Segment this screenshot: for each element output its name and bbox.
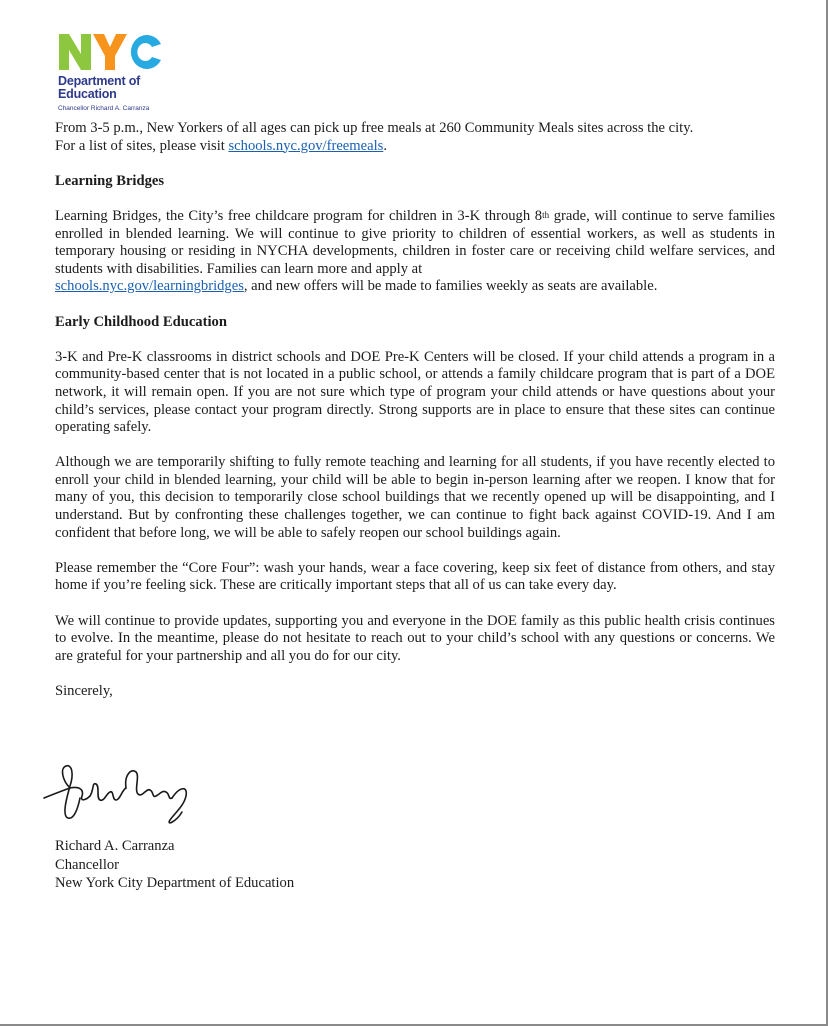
- intro-paragraph: [55, 120, 775, 155]
- learning-bridges-text-cont: grade, will continue to serve families enrolled in blended learning. We will continue to give priority to children of essential workers, as well as students in temporary housing or residing in NYCHA developments, children in foster care or receiving child welfare services, and students with disabilities. Families can learn more and apply at: [55, 207, 775, 277]
- intro-line-2-suffix: .: [383, 137, 387, 154]
- chancellor-line: Chancellor Richard A. Carranza: [58, 105, 150, 112]
- department-name: Department of Education: [58, 74, 141, 101]
- superscript-th: th: [542, 209, 550, 220]
- free-meals-link[interactable]: schools.nyc.gov/freemeals: [228, 137, 384, 154]
- learning-bridges-text-end: , and new offers will be made to families weekly as seats are available.: [243, 278, 658, 295]
- signatory-name: Richard A. Carranza: [55, 838, 175, 854]
- remote-learning-paragraph: Although we are temporarily shifting to fully remote teaching and learning for all students, if you have recently elected to enroll your child in blended learning, your child will be able to begin in-person learning after we reopen. I know that for many of you, this decision to temporarily close school buildings that we recently opened up will be disappointing, and I understand. But by confronting these challenges together, we can continue to fight back against COVID-19. And I am confident that before long, we will be able to safely reopen our school buildings again.: [55, 454, 775, 541]
- early-childhood-heading: Early Childhood Education: [55, 313, 227, 330]
- letter-body: [55, 120, 775, 718]
- signature-image: [40, 760, 200, 830]
- learning-bridges-heading: Learning Bridges: [55, 172, 165, 189]
- learning-bridges-paragraph: [55, 208, 775, 296]
- nyc-doe-logo: [57, 30, 197, 118]
- salutation: Sincerely,: [55, 683, 113, 699]
- intro-line-1: From 3-5 p.m., New Yorkers of all ages can pick up free meals at 260 Community Meals sites across the city.: [55, 120, 694, 136]
- intro-line-2-prefix: For a list of sites, please visit: [55, 137, 229, 154]
- core-four-paragraph: Please remember the “Core Four”: wash your hands, wear a face covering, keep six feet of distance from others, and stay home if you’re feeling sick. These are critically important steps that all of us can take every day.: [55, 559, 775, 594]
- updates-paragraph: We will continue to provide updates, supporting you and everyone in the DOE family as this public health crisis continues to evolve. In the meantime, please do not hesitate to reach out to your child’s school with any questions or concerns. We are grateful for your partnership and all you do for our city.: [55, 612, 775, 664]
- signature-block: [55, 837, 294, 893]
- early-childhood-paragraph: 3-K and Pre-K classrooms in district schools and DOE Pre-K Centers will be closed. If your child attends a program in a community-based center that is not located in a public school, or attends a family childcare program that is part of a DOE network, it will remain open. If you are not sure which type of program your child attends or have questions about your child’s services, please contact your program directly. Strong supports are in place to ensure that these sites can continue operating safely.: [55, 348, 775, 436]
- signatory-title: Chancellor: [55, 856, 120, 873]
- learning-bridges-text: Learning Bridges, the City’s free childcare program for children in 3-K through 8: [55, 207, 543, 224]
- nyc-logo-icon: [57, 30, 177, 74]
- learning-bridges-link[interactable]: schools.nyc.gov/learningbridges: [55, 278, 244, 295]
- signatory-organization: New York City Department of Education: [55, 875, 295, 891]
